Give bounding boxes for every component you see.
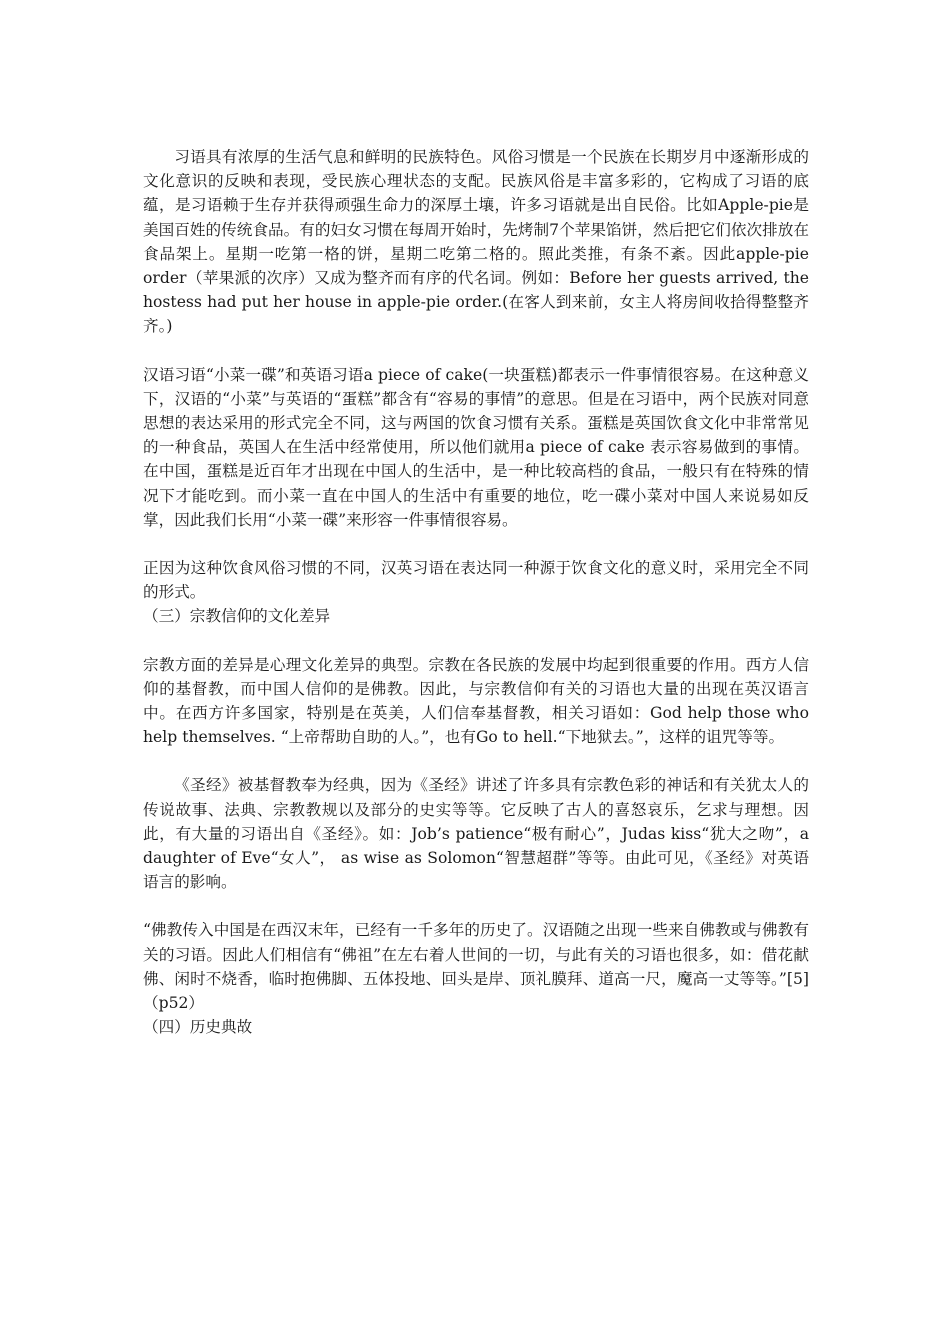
paragraph-buddhism-idioms: “佛教传入中国是在西汉末年，已经有一千多年的历史了。汉语随之出现一些来自佛教或与佛教有关的习语。因此人们相信有“佛祖”在左右着人世间的一切，与此有关的习语也很多，如：借花献佛、闲时不烧香，临时抱佛脚、五体投地、回头是岸、顶礼膜拜、道高一尺，魔高一丈等等。”[5]（p52） [143,921,809,1013]
section-heading-religion: （三）宗教信仰的文化差异 [143,607,331,626]
paragraph-food-customs-summary: 正因为这种饮食风俗习惯的不同，汉英习语在表达同一种源于饮食文化的意义时，采用完全不同的形式。 [143,559,809,602]
paragraph-religion-differences: 宗教方面的差异是心理文化差异的典型。宗教在各民族的发展中均起到很重要的作用。西方人信仰的基督教，而中国人信仰的是佛教。因此，与宗教信仰有关的习语也大量的出现在英汉语言中。在西方许多国家，特别是在英美，人们信奉基督教，相关习语如：God help those who help themselves. “上帝帮助自助的人。”，也有Go to hell.“下地狱去。”，这样的诅咒等等。 [143,655,809,747]
document-body [143,145,809,1040]
paragraph-piece-of-cake: 汉语习语“小菜一碟”和英语习语a piece of cake(一块蛋糕)都表示一件事情很容易。在这种意义下，汉语的“小菜”与英语的“蛋糕”都含有“容易的事情”的意思。但是在习语中，两个民族对同意思想的表达采用的形式完全不同，这与两国的饮食习惯有关系。蛋糕是英国饮食文化中非常常见的一种食品，英国人在生活中经常使用，所以他们就用a piece of cake 表示容易做到的事情。在中国，蛋糕是近百年才出现在中国人的生活中，是一种比较高档的食品，一般只有在特殊的情况下才能吃到。而小菜一直在中国人的生活中有重要的地位，吃一碟小菜对中国人来说易如反掌，因此我们长用“小菜一碟”来形容一件事情很容易。 [143,365,809,529]
paragraph-apple-pie: 习语具有浓厚的生活气息和鲜明的民族特色。风俗习惯是一个民族在长期岁月中逐渐形成的文化意识的反映和表现，受民族心理状态的支配。民族风俗是丰富多彩的，它构成了习语的底蕴，是习语赖于生存并获得顽强生命力的深厚土壤，许多习语就是出自民俗。比如Apple-pie是美国百姓的传统食品。有的妇女习惯在每周开始时，先烤制7个苹果馅饼，然后把它们依次排放在食品架上。星期一吃第一格的饼，星期二吃第二格的。照此类推，有条不紊。因此apple-pie order（苹果派的次序）又成为整齐而有序的代名词。例如：Before her guests arrived, the hostess had put her house in apple-pie order.(在客人到来前，女主人将房间收拾得整整齐齐。) [143,148,809,336]
section-heading-history: （四）历史典故 [143,1018,253,1037]
paragraph-bible-idioms: 《圣经》被基督教奉为经典，因为《圣经》讲述了许多具有宗教色彩的神话和有关犹太人的传说故事、法典、宗教教规以及部分的史实等等。它反映了古人的喜怒哀乐，乞求与理想。因此，有大量的习语出自《圣经》。如：Job’s patience“极有耐心”，Judas kiss“犹大之吻”，a daughter of Eve“女人”， as wise as Solomon“智慧超群”等等。由此可见，《圣经》对英语语言的影响。 [143,776,809,892]
